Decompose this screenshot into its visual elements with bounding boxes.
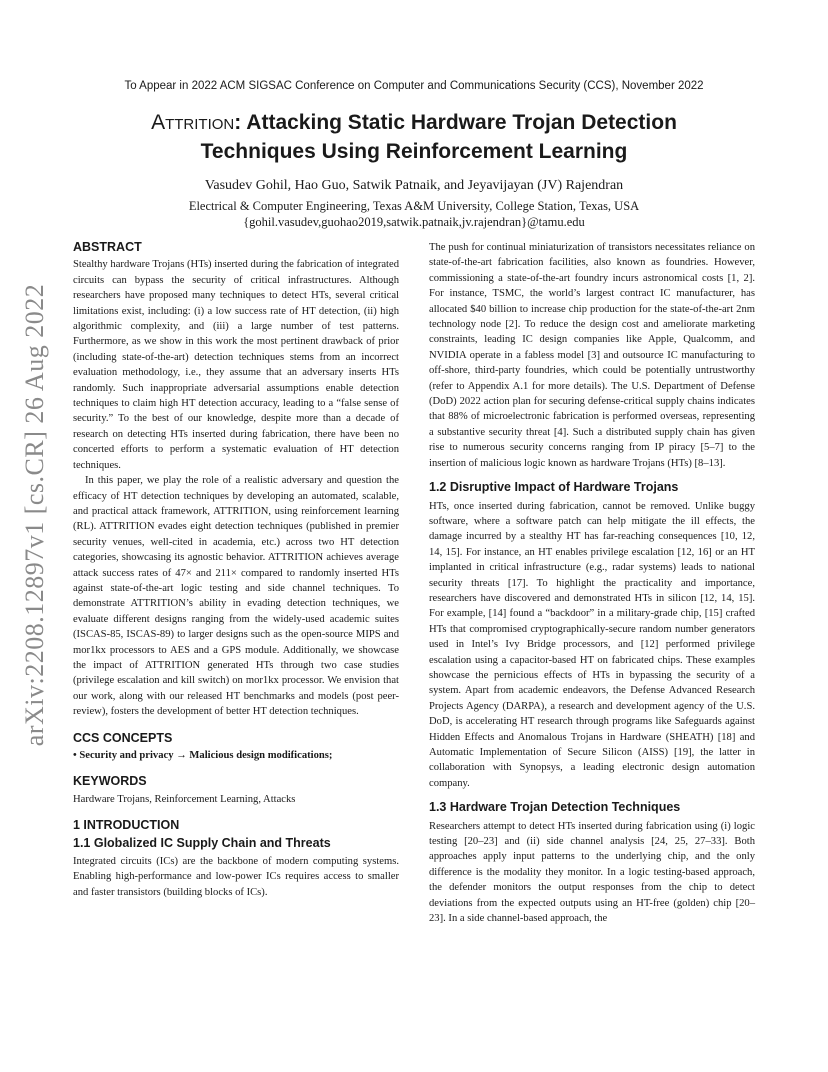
title-name: Attrition [151, 111, 235, 134]
title-line1: : Attacking Static Hardware Trojan Detection [234, 111, 677, 134]
right-paragraph-2: HTs, once inserted during fabrication, cannot be removed. Unlike buggy software, where a software patch can help mitigate the ill effects, the damage incurred by a stealthy HT has far-reaching consequences [10, 12, 14, 15]. For instance, an HT enables privilege escalation [12, 16] or an HT implanted in critical infrastructure (e.g., radar systems) leads to national security threats [17]. To highlight the practicality and importance, researchers have discovered and demonstrated HTs in silicon [12, 14, 15]. For example, [14] found a “backdoor” in a military-grade chip, [15] crafted HTs that compromised cryptographically-secure random number generators used in Intel’s Ivy Bridge processors, and [12] performed privilege escalation using a capacitor-based HT on fabricated chips. These examples showcase the pernicious effects of HTs in bypassing the security of a system. Apart from academic endeavors, the Defense Advanced Research Projects Agency (DARPA), a research and development agency of the U.S. DoD, is accelerating HT research through programs like Safeguards against Hidden Effects and Anomalous Trojans in Hardware (SHEATH) [18] and Automatic Implementation of Secure Silicon (AISS) [19], the latter in collaboration with Synopsys, a leading electronic design automation company. [429, 500, 755, 789]
intro-heading: 1 INTRODUCTION [73, 818, 180, 833]
right-paragraph-3: Researchers attempt to detect HTs inserted during fabrication using (i) logic testing [20–23] and (ii) side channel analysis [24, 25, 27–33]. Both approaches apply input patterns to the underlying chip, and the only difference is the modality they monitor. In a logic testing-based approach, the defender monitors the output responses from the chip to detect deviations from the expected outputs using an HT-free (golden) chip [20–23]. In a side channel-based approach, the [429, 820, 755, 925]
ccs-heading: CCS CONCEPTS [73, 730, 173, 745]
arxiv-id: arXiv:2208.12897v1 [cs.CR] 26 Aug 2022 [20, 283, 49, 747]
section-1-1-heading: 1.1 Globalized IC Supply Chain and Threats [73, 835, 331, 850]
section-1-3-heading: 1.3 Hardware Trojan Detection Techniques [429, 800, 681, 815]
keywords-heading: KEYWORDS [73, 774, 147, 789]
title-line2: Techniques Using Reinforcement Learning [200, 140, 628, 163]
author-list: Vasudev Gohil, Hao Guo, Satwik Patnaik, and Jeyavijayan (JV) Rajendran [204, 178, 624, 193]
ccs-text: • Security and privacy → Malicious design modifications; [73, 750, 333, 761]
keywords-text: Hardware Trojans, Reinforcement Learning, Attacks [73, 793, 296, 805]
venue-line: To Appear in 2022 ACM SIGSAC Conference on Computer and Communications Security (CCS), November 2022 [124, 80, 704, 92]
paper-title [60, 108, 768, 166]
arxiv-sidebar [20, 280, 50, 750]
left-column [73, 240, 399, 900]
emails: {gohil.vasudev,guohao2019,satwik.patnaik,jv.rajendran}@tamu.edu [243, 215, 585, 229]
affiliation: Electrical & Computer Engineering, Texas A&M University, College Station, Texas, USA [188, 199, 640, 213]
right-column [429, 240, 755, 926]
abstract-paragraph-2: In this paper, we play the role of a realistic adversary and question the efficacy of HT detection techniques by developing an automated, scalable, and practical attack framework, ATTRITION, using reinforcement learning (RL). ATTRITION evades eight detection techniques (published in premier security venues, well-cited in academia, etc.) across two HT detection categories, showcasing its agnostic behavior. ATTRITION achieves average attack success rates of 47× and 211× compared to randomly inserted HTs against state-of-the-art logic testing and side channel techniques. To demonstrate ATTRITION’s ability in evading detection techniques, we evaluate different designs ranging from the widely-used academic suites (ISCAS-85, ISCAS-89) to larger designs such as the open-source MIPS and mor1kx processors to AES and a GPS module. Additionally, we showcase the impact of ATTRITION generated HTs through two case studies (privilege escalation and kill switch) on mor1kx processor. We envision that our work, along with our released HT benchmarks and models (post peer-review), fosters the development of better HT detection techniques. [73, 475, 399, 718]
right-paragraph-1: The push for continual miniaturization of transistors necessitates reliance on state-of-the-art fabrication facilities, also known as foundries. However, commissioning a state-of-the-art foundry incurs astronomical costs [1, 2]. For instance, TSMC, the world’s largest contract IC manufacturer, has allocated $40 billion to increase chip production for the state-of-the-art 2nm technology node [2]. To reduce the design cost and ameliorate marketing constraints, leading IC design companies like Apple, Qualcomm, and NVIDIA operate in a fabless model [3] and outsource IC manufacturing to off-shore, third-party foundries, which could be potentially untrustworthy (refer to Appendix A.1 for more details). The U.S. Department of Defense (DoD) 2022 action plan for securing defense-critical supply chains indicates that 88% of microelectronic fabrication is performed overseas, representing a substantive security threat [4]. Such a distributed supply chain has given rise to numerous security concerns ranging from IP piracy [5–7] to the insertion of malicious logic known as hardware Trojans (HTs) [8–13]. [429, 242, 755, 469]
abstract-paragraph-1: Stealthy hardware Trojans (HTs) inserted during the fabrication of integrated circuits can bypass the security of critical infrastructures. Although researchers have proposed many techniques to detect HTs, several critical limitations exist, including: (i) a low success rate of HT detection, (ii) high algorithmic complexity, and (iii) a large number of test patterns. Furthermore, as we show in this work the most pertinent drawback of prior (including state-of-the-art) detection techniques stems from an incorrect evaluation methodology, i.e., they assume that an adversary inserts HTs randomly. Such inappropriate adversarial assumptions enable detection techniques to claim high HT detection accuracy, leading to a “false sense of security.” To the best of our knowledge, despite more than a decade of research on detecting HTs inserted during fabrication, there have been no concerted efforts to perform a systematic evaluation of HT detection techniques. [73, 259, 399, 471]
intro-paragraph-1: Integrated circuits (ICs) are the backbone of modern computing systems. Enabling high-performance and low-power ICs requires access to smaller and faster transistors (building blocks of ICs). [73, 856, 399, 898]
abstract-heading: ABSTRACT [73, 240, 142, 254]
affiliation-block [0, 198, 828, 230]
section-1-2-heading: 1.2 Disruptive Impact of Hardware Trojans [429, 480, 679, 495]
